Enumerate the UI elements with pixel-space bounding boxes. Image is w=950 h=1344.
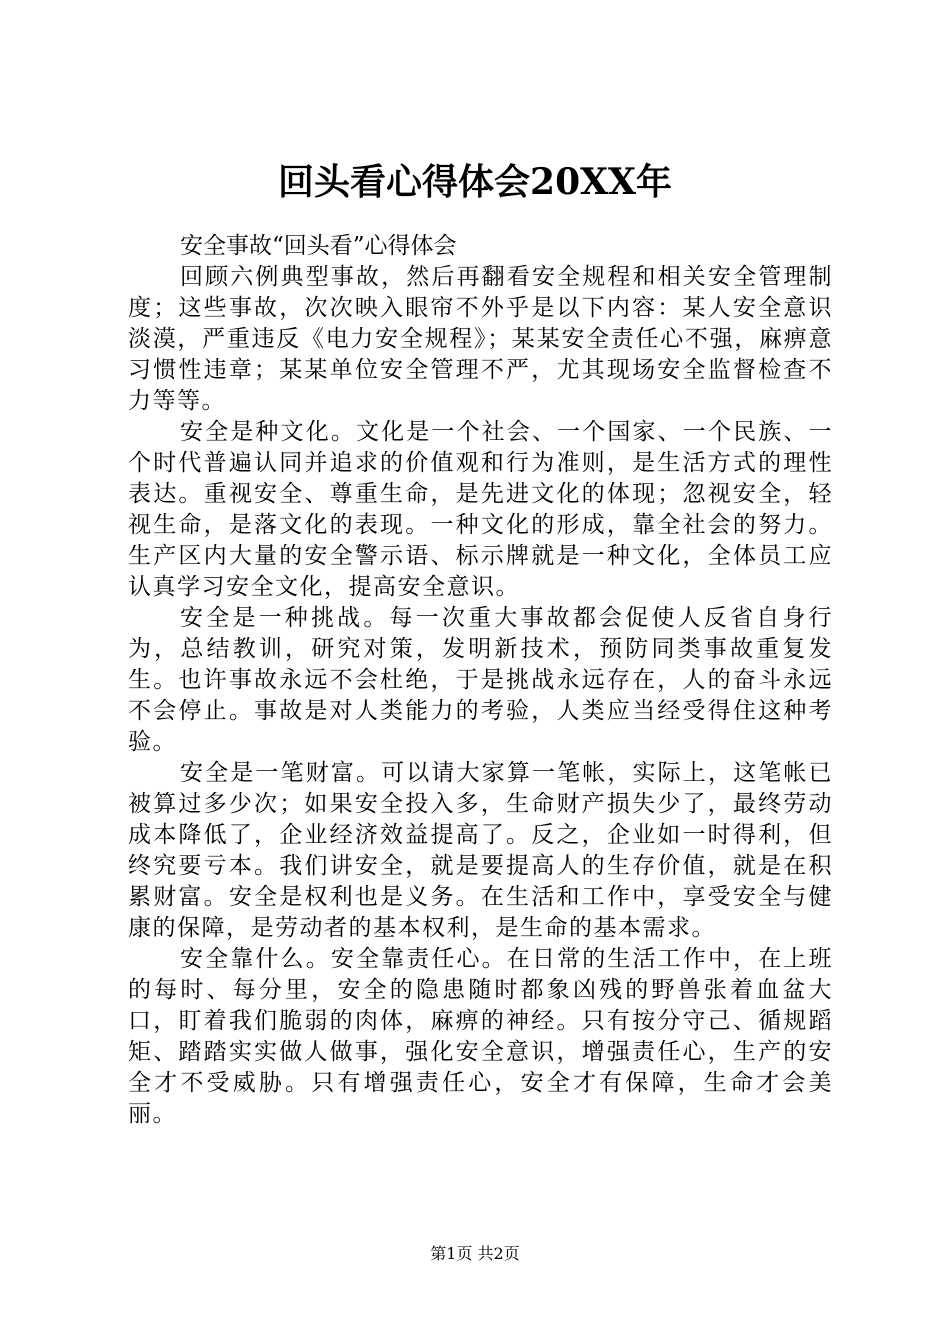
document-subtitle: 安全事故“回头看”心得体会 (180, 233, 457, 259)
document-body (128, 231, 833, 1130)
paragraph-4: 安全是一笔财富。可以请大家算一笔帐，实际上，这笔帐已被算过多少次；如果安全投入多，生命财产损失少了，最终劳动成本降低了，企业经济效益提高了。反之，企业如一时得利，但终究要亏本。我们讲安全，就是要提高人的生存价值，就是在积累财富。安全是权利也是义务。在生活和工作中，享受安全与健康的保障，是劳动者的基本权利，是生命的基本需求。 (128, 760, 833, 941)
page-number-footer: 第1页 共2页 (430, 1244, 520, 1263)
paragraph-1: 回顾六例典型事故，然后再翻看安全规程和相关安全管理制度；这些事故，次次映入眼帘不外乎是以下内容：某人安全意识淡漠，严重违反《电力安全规程》；某某安全责任心不强，麻痹意习惯性违章；某某单位安全管理不严，尤其现场安全监督检查不力等等。 (128, 264, 833, 414)
paragraph-2: 安全是种文化。文化是一个社会、一个国家、一个民族、一个时代普遍认同并追求的价值观和行为准则，是生活方式的理性表达。重视安全、尊重生命，是先进文化的体现；忽视安全，轻视生命，是落文化的表现。一种文化的形成，靠全社会的努力。生产区内大量的安全警示语、标示牌就是一种文化，全体员工应认真学习安全文化，提高安全意识。 (128, 419, 833, 600)
paragraph-3: 安全是一种挑战。每一次重大事故都会促使人反省自身行为，总结教训，研究对策，发明新技术，预防同类事故重复发生。也许事故永远不会杜绝，于是挑战永远存在，人的奋斗永远不会停止。事故是对人类能力的考验，人类应当经受得住这种考验。 (128, 605, 833, 755)
paragraph-5: 安全靠什么。安全靠责任心。在日常的生活工作中，在上班的每时、每分里，安全的隐患随时都象凶残的野兽张着血盆大口，盯着我们脆弱的肉体，麻痹的神经。只有按分守己、循规蹈矩、踏踏实实做人做事，强化安全意识，增强责任心，生产的安全才不受威胁。只有增强责任心，安全才有保障，生命才会美丽。 (128, 946, 833, 1127)
document-title: 回头看心得体会20XX年 (278, 161, 672, 203)
